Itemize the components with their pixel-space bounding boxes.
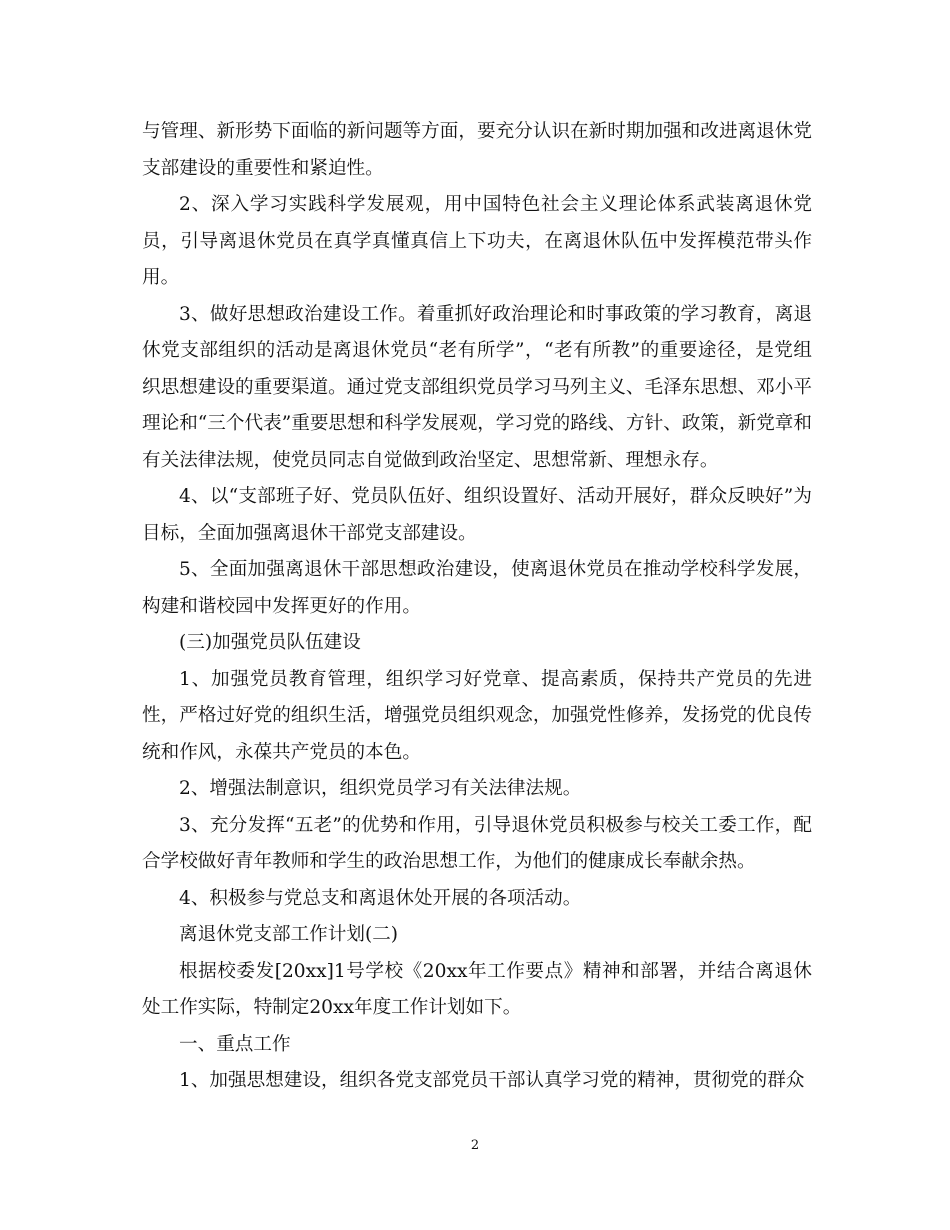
section-heading-party-team: (三)加强党员队伍建设 (179, 632, 361, 653)
paragraph-2: 2、深入学习实践科学发展观，用中国特色社会主义理论体系武装离退休党员，引导离退休党员在真学真懂真信上下功夫，在离退休队伍中发挥模范带头作用。 (142, 194, 812, 288)
paragraph-8: 2、增强法制意识，组织党员学习有关法律法规。 (179, 778, 582, 799)
paragraph-4: 4、以“支部班子好、党员队伍好、组织设置好、活动开展好，群众反映好”为目标，全面加强离退休干部党支部建设。 (142, 486, 812, 544)
paragraph-14: 1、加强思想建设，组织各党支部党员干部认真学习党的精神，贯彻党的群众 (179, 1070, 805, 1091)
paragraph-9: 3、充分发挥“五老”的优势和作用，引导退休党员积极参与校关工委工作，配合学校做好青年教师和学生的政治思想工作，为他们的健康成长奉献余热。 (142, 814, 812, 872)
paragraph-10: 4、积极参与党总支和离退休处开展的各项活动。 (179, 887, 582, 909)
plan-title-two: 离退休党支部工作计划(二) (179, 924, 399, 945)
paragraph-12: 根据校委发[20xx]1号学校《20xx年工作要点》精神和部署，并结合离退休处工作实际，特制定20xx年度工作计划如下。 (142, 960, 812, 1018)
paragraph-5: 5、全面加强离退休干部思想政治建设，使离退休党员在推动学校科学发展，构建和谐校园中发挥更好的作用。 (142, 559, 812, 617)
paragraph-7: 1、加强党员教育管理，组织学习好党章、提高素质，保持共产党员的先进性，严格过好党的组织生活，增强党员组织观念，加强党性修养，发扬党的优良传统和作风，永葆共产党员的本色。 (142, 668, 812, 763)
section-heading-key-work: 一、重点工作 (179, 1033, 291, 1055)
page-number: 2 (470, 1138, 480, 1153)
document-body (142, 114, 812, 1100)
paragraph-1: 与管理、新形势下面临的新问题等方面，要充分认识在新时期加强和改进离退休党支部建设的重要性和紧迫性。 (142, 121, 812, 179)
paragraph-3: 3、做好思想政治建设工作。着重抓好政治理论和时事政策的学习教育，离退休党支部组织的活动是离退休党员“老有所学”，“老有所教”的重要途径，是党组织思想建设的重要渠道。通过党支部组织党员学习马列主义、毛泽东思想、邓小平理论和“三个代表”重要思想和科学发展观，学习党的路线、方针、政策，新党章和有关法律法规，使党员同志自觉做到政治坚定、思想常新、理想永存。 (142, 303, 812, 471)
